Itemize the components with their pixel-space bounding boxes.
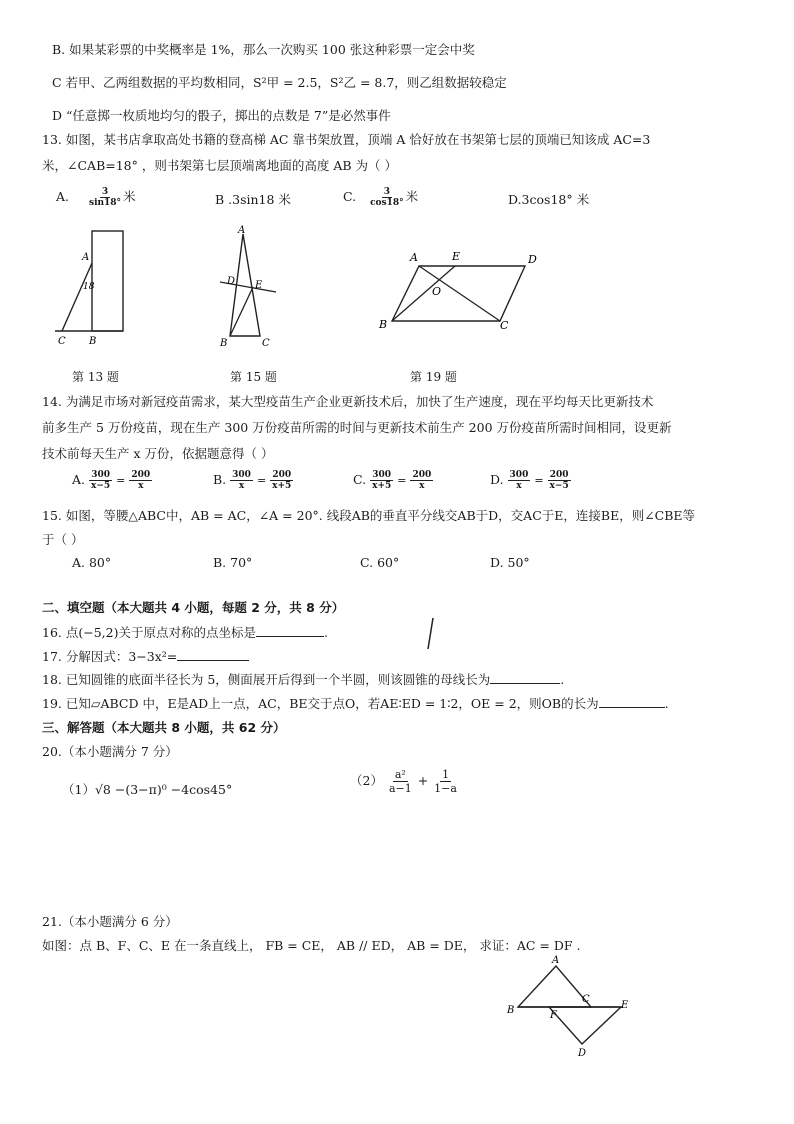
q14-num: 300: [91, 470, 110, 480]
q15-option-b: B. 70°: [213, 555, 253, 570]
q16-end: .: [323, 625, 328, 640]
figure-15: [210, 222, 285, 352]
fig19-label-c: C: [500, 319, 509, 332]
q20-part2-num1: a²: [394, 768, 406, 781]
q19-answer-blank[interactable]: [599, 707, 665, 708]
q13-option-b: B .3sin18 米: [215, 192, 291, 207]
q14-den: x+5: [272, 481, 292, 491]
q13-option-c: [343, 187, 418, 208]
fig13-bookshelf: [92, 231, 123, 331]
q18-text: 18. 已知圆锥的底面半径长为 5，侧面展开后得到一个半圆，则该圆锥的母线长为: [42, 672, 491, 687]
fig21-triangle-abc: [518, 966, 591, 1007]
fig21-triangle-fed: [549, 1007, 621, 1044]
q19: [42, 694, 669, 712]
q14-num: 200: [131, 470, 151, 480]
q14-den: x: [138, 481, 144, 491]
section2-title: 二、填空题（本大题共 4 小题，每题 2 分，共 8 分）: [42, 600, 345, 615]
q17: [42, 647, 249, 665]
q17-answer-blank[interactable]: [177, 660, 249, 661]
q15-option-a: A. 80°: [72, 555, 112, 570]
q14-line3: 技术前每天生产 x 万份，依据题意得（ ）: [42, 446, 274, 461]
fig13-caption: 第 13 题: [72, 370, 119, 384]
fig21-label-d: D: [578, 1048, 587, 1059]
fig19-label-o: O: [432, 285, 442, 298]
q13-option-c-unit: 米: [405, 189, 419, 204]
q15-line2: 于（ ）: [42, 532, 84, 547]
pen-stroke-mark: [424, 616, 438, 652]
q13-option-a-fraction: [87, 187, 123, 208]
fig21-label-c: C: [582, 994, 590, 1005]
q16-answer-blank[interactable]: [256, 636, 324, 637]
fig15-caption: 第 15 题: [230, 370, 277, 384]
q20-part2-den2: 1−a: [434, 782, 457, 795]
figure-19: [372, 245, 547, 340]
q15-line1: 15. 如图，等腰△ABC中，AB = AC，∠A = 20°. 线段AB的垂直平分线交AB于D，交AC于E，连接BE，则∠CBE等: [42, 508, 696, 523]
q14-fraction: [370, 470, 393, 491]
q18-end: .: [560, 672, 565, 687]
q20-title: 20.（本小题满分 7 分）: [42, 744, 178, 759]
fig13-label-angle: 18: [83, 282, 95, 292]
q14-fraction: [548, 470, 571, 491]
q13-option-c-fraction: [368, 187, 406, 208]
q21-text: 如图：点 B、F、C、E 在一条直线上， FB = CE， AB // ED， AB = DE， 求证：AC = DF .: [42, 938, 581, 953]
fig21-label-b: B: [507, 1005, 515, 1016]
q20-part2-num2: 1: [442, 768, 450, 781]
q14-option-label: C.: [353, 472, 367, 487]
q12-option-c-prefix: C 若甲、乙两组数据的平均数相同，: [52, 75, 254, 90]
fig19-label-d: D: [528, 253, 537, 266]
q20-part1: （1）√8 −(3−π)⁰ −4cos45°: [62, 782, 233, 797]
fig21-label-f: F: [550, 1010, 557, 1021]
q13-option-d: D.3cos18° 米: [508, 192, 590, 207]
q12-option-c-values: S²甲 = 2.5，S²乙 = 8.7: [253, 75, 395, 90]
fig13-ladder-ac: [62, 263, 92, 331]
q13-option-a-den: sin18°: [89, 198, 122, 208]
fig15-label-d: D: [227, 276, 236, 287]
q13-option-a-unit: 米: [123, 189, 136, 204]
q14-den: x: [419, 481, 425, 491]
q20-part2-label: （2）: [350, 773, 383, 788]
q14-fraction: [270, 470, 293, 491]
q16-text: 16. 点(−5,2)关于原点对称的点坐标是: [42, 625, 256, 640]
fig21-label-a: A: [552, 955, 560, 966]
q14-num: 300: [372, 470, 392, 480]
q13-line2: 米，∠CAB=18° ，则书架第七层顶端离地面的高度 AB 为（ ）: [42, 158, 397, 173]
fig13-label-a: A: [82, 252, 90, 263]
q14-option-label: B.: [213, 472, 227, 487]
q14-fraction: [230, 470, 253, 491]
fig19-label-b: B: [379, 318, 388, 331]
q18-answer-blank[interactable]: [490, 683, 560, 684]
q14-num: 200: [272, 470, 292, 480]
q14-option-c: C. $\frac{300}{x+5}$ = $\frac{200}{x}$: [353, 470, 432, 491]
q20-part2-den1: a−1: [388, 782, 412, 795]
q13-option-a: [56, 187, 136, 208]
q14-option-d: D. $\frac{300}{x}$ = $\frac{200}{x-5}$: [490, 470, 569, 491]
fig19-label-a: A: [410, 251, 418, 264]
q14-num: 200: [412, 470, 432, 480]
fig19-label-e: E: [452, 250, 461, 263]
q14-fraction: [410, 470, 433, 491]
fig15-label-c: C: [262, 338, 270, 349]
q12-option-d: D “任意掷一枚质地均匀的骰子，掷出的点数是 7”是必然事件: [52, 108, 391, 123]
q13-option-c-den: cos18°: [370, 198, 404, 208]
q13-option-c-label: C.: [343, 189, 357, 204]
q17-text: 17. 分解因式：3−3x²=: [42, 649, 178, 664]
fig19-caption: 第 19 题: [410, 370, 457, 384]
q14-fraction: [508, 470, 531, 491]
q12-option-c-suffix: ，则乙组数据较稳定: [394, 75, 507, 90]
q18: [42, 670, 564, 688]
q16: [42, 623, 328, 641]
q14-num: 300: [509, 470, 529, 480]
q15-option-c: C. 60°: [360, 555, 400, 570]
q20-part2-fraction1: [387, 768, 414, 795]
q14-fraction: [129, 470, 152, 491]
figure-21: [500, 952, 640, 1062]
q12-option-b: B. 如果某彩票的中奖概率是 1%，那么一次购买 100 张这种彩票一定会中奖: [52, 42, 475, 57]
fig15-label-a: A: [238, 225, 246, 236]
q14-den: x: [516, 481, 522, 491]
q14-num: 300: [232, 470, 251, 480]
q14-line1: 14. 为满足市场对新冠疫苗需求，某大型疫苗生产企业更新技术后，加快了生产速度，现在平均每天比更新技术: [42, 394, 654, 409]
fig19-segment-be: [392, 266, 455, 321]
q14-line2: 前多生产 5 万份疫苗，现在生产 300 万份疫苗所需的时间与更新技术前生产 200 万份疫苗所需时间相同，设更新: [42, 420, 672, 435]
q13-option-a-num: 3: [101, 187, 109, 197]
q19-end: .: [664, 696, 669, 711]
q14-den: x: [238, 481, 245, 491]
q15-option-d: D. 50°: [490, 555, 530, 570]
q13-option-a-label: A.: [56, 189, 70, 204]
q14-option-b: B. $\frac{300}{x}$ = $\frac{200}{x+5}$: [213, 470, 292, 491]
q13-option-c-num: 3: [383, 187, 390, 197]
fig15-label-b: B: [220, 338, 228, 349]
q14-option-a: A. $\frac{300}{x-5}$ = $\frac{200}{x}$: [72, 470, 151, 491]
q14-den: x−5: [549, 481, 569, 491]
section3-title: 三、解答题（本大题共 8 小题，共 62 分）: [42, 720, 286, 735]
figure-13: [50, 225, 140, 350]
q20-part2-fraction2: [432, 768, 459, 795]
fig15-label-e: E: [255, 280, 263, 291]
q14-option-label: A.: [72, 472, 86, 487]
fig13-label-b: B: [89, 336, 97, 347]
q20-part2: （2） $\frac{\text{a²}}{a-1}$ + $\frac{1}{1-a}$: [350, 768, 457, 795]
fig13-label-c: C: [58, 336, 66, 347]
q21-title: 21.（本小题满分 6 分）: [42, 914, 178, 929]
q12-option-c: [52, 73, 507, 91]
fig21-label-e: E: [621, 1000, 629, 1011]
q14-num: 200: [549, 470, 569, 480]
q14-den: x−5: [91, 481, 111, 491]
q14-den: x+5: [372, 481, 392, 491]
q14-fraction: [89, 470, 112, 491]
q13-line1: 13. 如图，某书店拿取高处书籍的登高梯 AC 靠书架放置，顶端 A 恰好放在书架第七层的顶端已知该成 AC=3: [42, 132, 651, 147]
q14-option-label: D.: [490, 472, 504, 487]
q19-text: 19. 已知▱ABCD 中，E是AD上一点，AC，BE交于点O，若AE∶ED = 1∶2，OE = 2，则OB的长为: [42, 696, 599, 711]
